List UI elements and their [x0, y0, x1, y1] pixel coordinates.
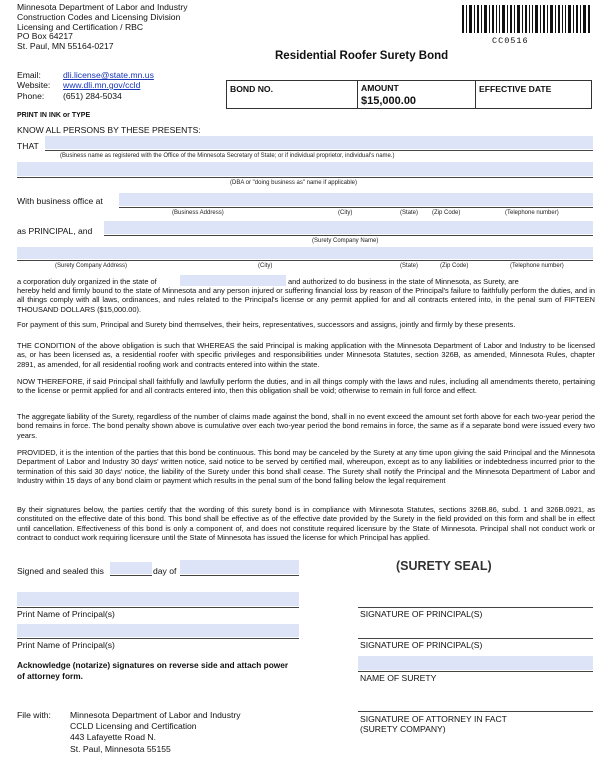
- contact-phone: (651) 284-5034: [63, 91, 122, 101]
- para-p2: For payment of this sum, Principal and Surety bind themselves, their heirs, representatives, successors and assigns, jointly and firmly by these presents.: [17, 320, 516, 329]
- amount-value: $15,000.00: [361, 95, 417, 107]
- surety-address-field[interactable]: [17, 247, 593, 259]
- acknowledge-note: Acknowledge (notarize) signatures on reverse side and attach power of attorney form.: [17, 660, 289, 681]
- know-all-heading: KNOW ALL PERSONS BY THESE PRESENTS:: [17, 125, 201, 135]
- file-with-line: CCLD Licensing and Certification: [70, 721, 197, 732]
- agency-line: Licensing and Certification / RBC: [17, 21, 144, 32]
- city-caption: (City): [338, 210, 353, 216]
- page-title: Residential Roofer Surety Bond: [275, 50, 449, 62]
- sig-principal-2-label: SIGNATURE OF PRINCIPAL(S): [360, 640, 483, 650]
- email-link[interactable]: dli.license@state.mn.us: [63, 70, 154, 80]
- amount-cell: [357, 80, 476, 109]
- file-with-address: [70, 710, 241, 755]
- principal-label: as PRINCIPAL, and: [17, 226, 93, 236]
- print-principal-2-label: Print Name of Principal(s): [17, 640, 115, 650]
- contact-email-label: Email:: [17, 70, 41, 80]
- surety-name-field[interactable]: [104, 221, 593, 234]
- signed-day-field[interactable]: [110, 562, 152, 574]
- business-address-field[interactable]: [119, 193, 593, 206]
- surety-seal: (SURETY SEAL): [396, 559, 492, 573]
- dba-caption: (DBA or "doing business as" name if applicable): [230, 180, 357, 186]
- barcode-icon: [462, 5, 590, 33]
- phone-caption: (Telephone number): [505, 210, 559, 216]
- business-name-field[interactable]: [45, 136, 593, 149]
- address-caption: (Business Address): [172, 210, 224, 216]
- sig-attorney-label: SIGNATURE OF ATTORNEY IN FACT: [360, 714, 507, 724]
- print-principal-1-label: Print Name of Principal(s): [17, 609, 115, 619]
- effective-date-cell[interactable]: [475, 80, 592, 109]
- para-p4: NOW THEREFORE, if said Principal shall faithfully and lawfully perform the duties, and in all things comply with the laws and rules, including all amendments thereto, pertaining to the license or permit applied for and all contracts entered into, then this obligation shall be void; otherwise to remain in full force and effect.: [17, 377, 595, 396]
- dba-field[interactable]: [17, 162, 593, 176]
- state-caption: (State): [400, 210, 419, 216]
- agency-line: St. Paul, MN 55164-0217: [17, 41, 114, 52]
- agency-address: [17, 3, 188, 52]
- state-of-incorporation-field[interactable]: [180, 275, 286, 286]
- agency-line: Minnesota Department of Labor and Industry: [17, 2, 188, 12]
- surety-address-caption: (Surety Company Address): [55, 263, 128, 269]
- signed-month-field[interactable]: [180, 560, 299, 574]
- name-of-surety-field[interactable]: [358, 656, 593, 670]
- zip-caption: (Zip Code): [432, 210, 461, 216]
- agency-line: PO Box 64217: [17, 31, 73, 42]
- file-with-label: File with:: [17, 710, 51, 720]
- para-p5: The aggregate liability of the Surety, regardless of the number of claims made against the bond, shall in no event exceed the amount set forth above for each two-year period the bond remains in force. The bond penalty shown above is cumulative over each two-year period the bond remains in force, the same as if a separate bond were issued every two years.: [17, 412, 595, 440]
- surety-phone-caption: (Telephone number): [510, 263, 564, 269]
- para-p7: By their signatures below, the parties certify that the wording of this surety bond is in compliance with Minnesota Statutes, sections 326B.86, subd. 1 and 326B.0921, as constituted on the effective date of this bond. This bond shall be effective as of the effective date provided by the Surety in the field provided on this form and shall be in effect until cancellation. Effectiveness of this bond is only a component of, and does not constitute required licensure by the State of Minnesota. Principal shall not conduct work or contract to conduct work requiring licensure until the State of Minnesota has issued the license for which Principal has applied.: [17, 505, 595, 543]
- name-of-surety-label: NAME OF SURETY: [360, 673, 437, 683]
- sig-principal-1-label: SIGNATURE OF PRINCIPAL(S): [360, 609, 483, 619]
- bond-no-cell[interactable]: [226, 80, 358, 109]
- surety-zip-caption: (Zip Code): [440, 263, 469, 269]
- form-code: CC0516: [492, 36, 529, 46]
- para-p6: PROVIDED, it is the intention of the parties that this bond be continuous. This bond may be canceled by the Surety at any time upon giving the said Principal and the Minnesota Department of Labor and Industry 30 days' written notice, said notice to be served by certified mail, whereupon, except as to any liabilities or indebtedness incurred prior to the termination of this said 30 days' notice, the liability of the Surety under this bond shall cease. The Surety shall notify the Principal and the Minnesota Department of Labor and Industry within 15 days of any bond claim or payment which results in the penal sum of the bond falling below the legal requirement: [17, 448, 595, 486]
- surety-company-label: (SURETY COMPANY): [360, 724, 446, 734]
- effective-date-label: EFFECTIVE DATE: [479, 84, 552, 94]
- para-p1b: and authorized to do business in the state of Minnesota, as Surety, are: [288, 277, 519, 286]
- file-with-line: 443 Lafayette Road N.: [70, 732, 156, 743]
- file-with-line: St. Paul, Minnesota 55155: [70, 743, 171, 754]
- business-name-caption: (Business name as registered with the Office of the Minnesota Secretary of State; or if individual proprietor, individual's name.): [60, 153, 395, 159]
- print-note: PRINT IN INK or TYPE: [17, 112, 91, 119]
- para-p3: THE CONDITION of the above obligation is such that WHEREAS the said Principal is making application with the Minnesota Department of Labor and Industry to be licensed as, or has been licensed as, a residential roofer with specific privileges and responsibilities under Minnesota Statutes, section 326B, as amended, Minnesota Rules, chapter 2891, as amended, for all residential roofing work and contracts entered into within the state.: [17, 341, 595, 369]
- para-p1c: hereby held and firmly bound to the state of Minnesota and any person injured or suffering financial loss by reason of the Principal's failure to faithfully perform the duties, and in all things comply with all laws, ordinances, and rules related to the Principal's license or any permit applied for and all contracts entered into, in the penal sum of FIFTEEN THOUSAND DOLLARS ($15,000.00).: [17, 286, 595, 314]
- day-of-label: day of: [153, 566, 177, 576]
- para-state-line: [17, 277, 157, 286]
- signed-label: Signed and sealed this: [17, 566, 104, 576]
- that-label: THAT: [17, 141, 39, 151]
- amount-label: AMOUNT: [361, 83, 399, 93]
- file-with-line: Minnesota Department of Labor and Industry: [70, 710, 241, 720]
- print-principal-2-field[interactable]: [17, 624, 299, 637]
- surety-name-caption: (Surety Company Name): [312, 238, 379, 244]
- contact-website-label: Website:: [17, 80, 51, 90]
- business-office-label: With business office at: [17, 196, 103, 206]
- website-link[interactable]: www.dli.mn.gov/ccld: [63, 80, 141, 90]
- agency-line: Construction Codes and Licensing Division: [17, 11, 181, 22]
- para-p1a: a corporation duly organized in the state of: [17, 277, 157, 286]
- contact-phone-label: Phone:: [17, 91, 45, 101]
- surety-state-caption: (State): [400, 263, 419, 269]
- bond-no-label: BOND NO.: [230, 84, 273, 94]
- print-principal-1-field[interactable]: [17, 592, 299, 606]
- surety-city-caption: (City): [258, 263, 273, 269]
